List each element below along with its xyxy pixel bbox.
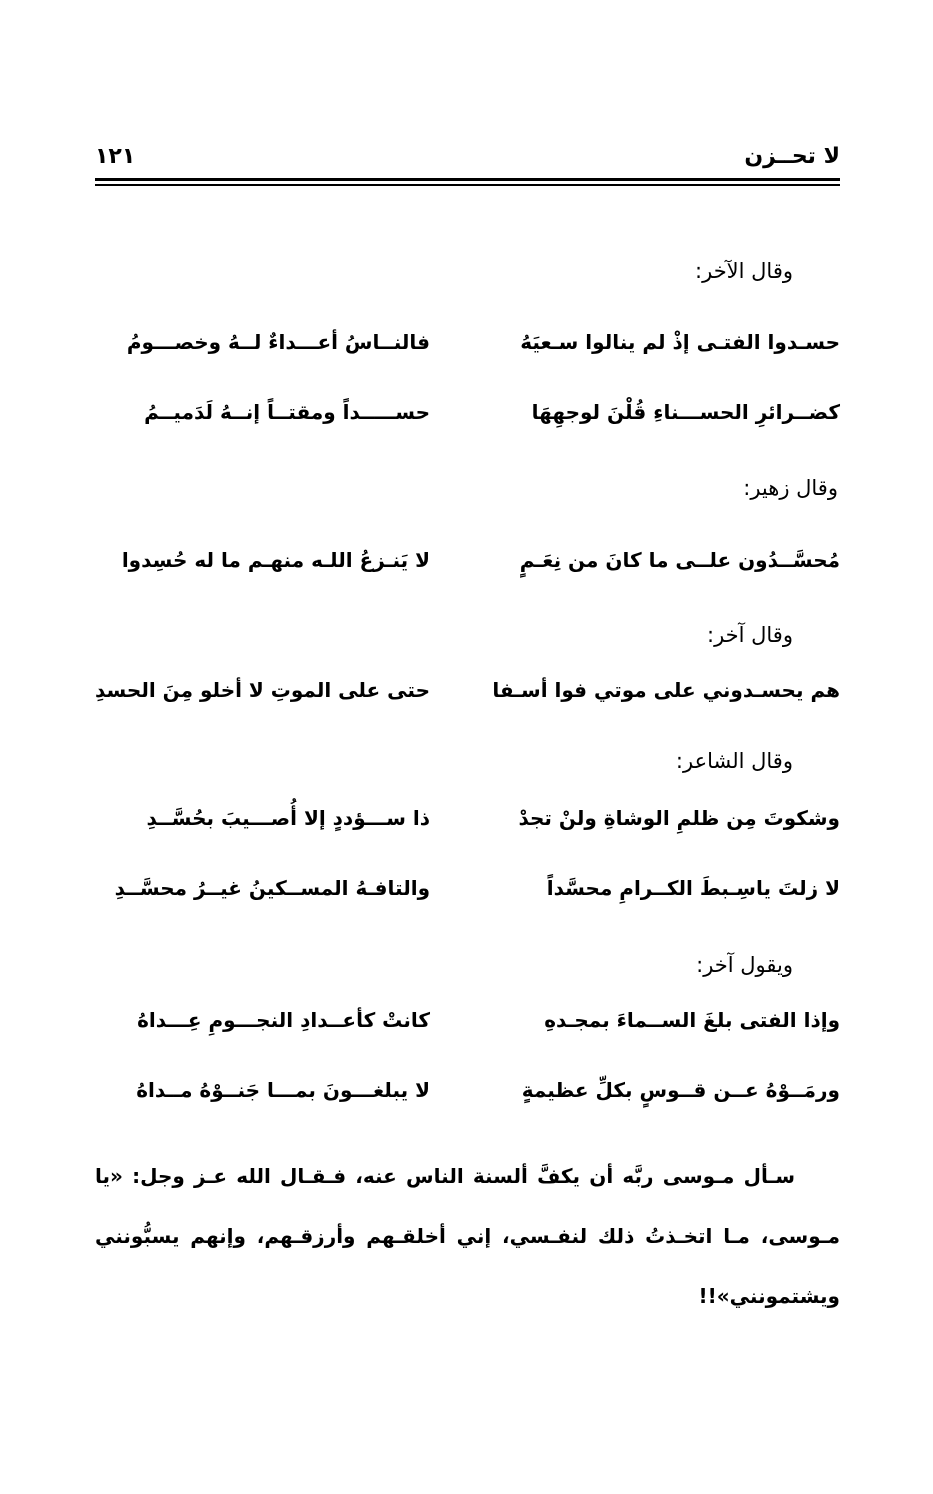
verse-first-hemistich: ورمَــوْهُ عــن قــوسٍ بكلِّ عظيمةٍ bbox=[521, 1078, 840, 1102]
header-rule-thin bbox=[95, 184, 840, 186]
verse-second-hemistich: لا يبلغـــونَ بمـــا جَنــوْهُ مــداهُ bbox=[136, 1078, 430, 1102]
verse-first-hemistich: مُحسَّــدُون علــى ما كانَ من نِعَـمٍ bbox=[519, 548, 840, 572]
verse-line bbox=[95, 1070, 840, 1110]
verse-line bbox=[95, 322, 840, 362]
verse-line bbox=[95, 868, 840, 908]
header-rule-thick bbox=[95, 178, 840, 181]
verse-second-hemistich: حتى على الموتِ لا أخلو مِنَ الحسدِ bbox=[95, 678, 430, 702]
verse-first-hemistich: لا زلتَ ياسِـبطَ الكــرامِ محسَّداً bbox=[546, 876, 840, 900]
verse-second-hemistich: فالنــاسُ أعـــداءٌ لــهُ وخصـــومُ bbox=[126, 330, 430, 354]
verse-second-hemistich: كانتْ كأعــدادِ النجـــومِ عِـــداهُ bbox=[137, 1008, 430, 1032]
verse-first-hemistich: هم يحسـدوني على موتي فوا أسـفا bbox=[492, 678, 840, 702]
prose-paragraph: سـأل مـوسى ربَّه أن يكفَّ ألسنة الناس عنه، فـقـال الله عـز وجل: «يا مـوسى، مـا اتخـذتُ ذلك لنفـسي، إني أخلقـهم وأرزقـهم، وإنهم يسبُّونني ويشتمونني»!! bbox=[95, 1164, 840, 1308]
verse-first-hemistich: حسـدوا الفتـى إذْ لم ينالوا سـعيَهُ bbox=[520, 330, 840, 354]
verse-line bbox=[95, 540, 840, 580]
verse-line bbox=[95, 798, 840, 838]
intro-line: ويقول آخر: bbox=[696, 953, 793, 977]
verse-first-hemistich: كضــرائرِ الحســـناءِ قُلْنَ لوجهِهَا bbox=[531, 400, 840, 424]
page-number: ١٢١ bbox=[95, 144, 136, 169]
verse-first-hemistich: وشكوتَ مِن ظلمِ الوشاةِ ولنْ تجدْ bbox=[518, 806, 840, 830]
verse-line bbox=[95, 670, 840, 710]
intro-line: وقال الشاعر: bbox=[675, 749, 793, 773]
verse-second-hemistich: والتافـهُ المســكينُ غيــرُ محسَّــدِ bbox=[114, 876, 430, 900]
verse-second-hemistich: لا يَنـزعُ اللـه منهـم ما له حُسِدوا bbox=[121, 548, 430, 572]
intro-line: وقال زهير: bbox=[743, 476, 838, 500]
verse-second-hemistich: حســـــداً ومقتــاً إنــهُ لَدَميــمُ bbox=[144, 400, 430, 424]
verse-line bbox=[95, 1000, 840, 1040]
verse-line bbox=[95, 392, 840, 432]
verse-first-hemistich: وإذا الفتى بلغَ الســماءَ بمجـدهِ bbox=[544, 1008, 840, 1032]
verse-second-hemistich: ذا ســـؤددٍ إلا أُصـــيبَ بحُسَّــدِ bbox=[146, 806, 430, 830]
book-title: لا تحــزن bbox=[744, 144, 840, 169]
intro-line: وقال الآخر: bbox=[695, 259, 793, 283]
intro-line: وقال آخر: bbox=[707, 623, 793, 647]
